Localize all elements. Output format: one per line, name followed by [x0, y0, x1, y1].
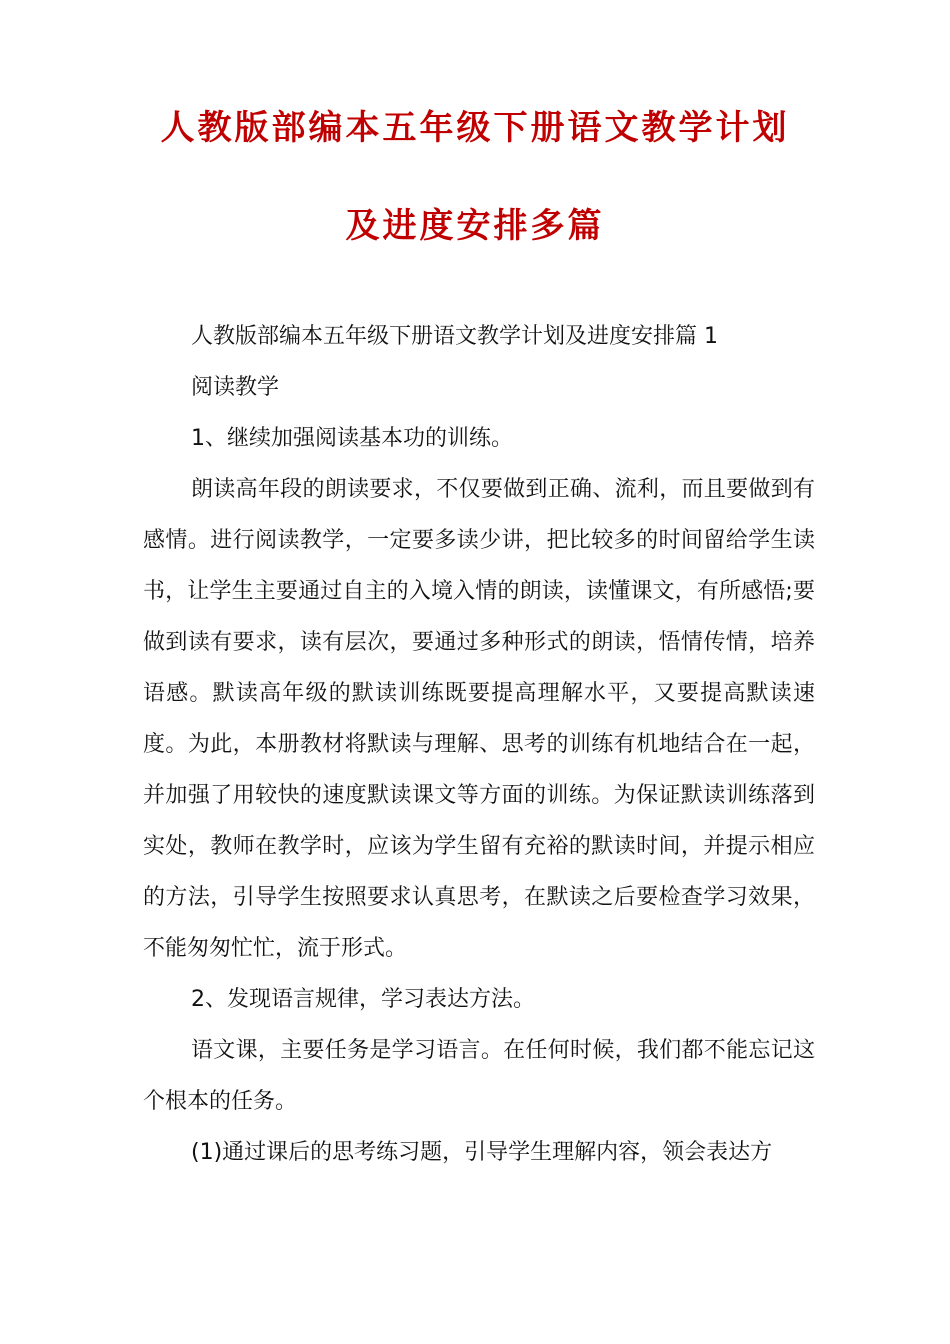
list-item-heading: 1、继续加强阅读基本功的训练。 [191, 426, 513, 451]
document-title-line-1: 人教版部编本五年级下册语文教学计划 [160, 108, 790, 148]
body-paragraph: 语文课，主要任务是学习语言。在任何时候，我们都不能忘记这个根本的任务。 [143, 1038, 815, 1114]
section-heading: 人教版部编本五年级下册语文教学计划及进度安排篇 1 [191, 324, 718, 349]
list-item-heading: 2、发现语言规律，学习表达方法。 [191, 987, 535, 1012]
document-title-line-2: 及进度安排多篇 [345, 206, 605, 246]
body-paragraph: (1)通过课后的思考练习题，引导学生理解内容，领会表达方 [191, 1140, 773, 1165]
body-paragraph: 朗读高年段的朗读要求，不仅要做到正确、流利，而且要做到有感情。进行阅读教学，一定要多读少讲，把比较多的时间留给学生读书，让学生主要通过自主的入境入情的朗读，读懂课文，有所感悟;要做到读有要求，读有层次，要通过多种形式的朗读，悟情传情，培养语感。默读高年级的默读训练既要提高理解水平，又要提高默读速度。为此，本册教材将默读与理解、思考的训练有机地结合在一起，并加强了用较快的速度默读课文等方面的训练。为保证默读训练落到实处，教师在教学时，应该为学生留有充裕的默读时间，并提示相应的方法，引导学生按照要求认真思考，在默读之后要检查学习效果，不能匆匆忙忙，流于形式。 [143, 477, 815, 961]
subsection-heading: 阅读教学 [191, 375, 280, 400]
document-body [143, 311, 815, 1178]
